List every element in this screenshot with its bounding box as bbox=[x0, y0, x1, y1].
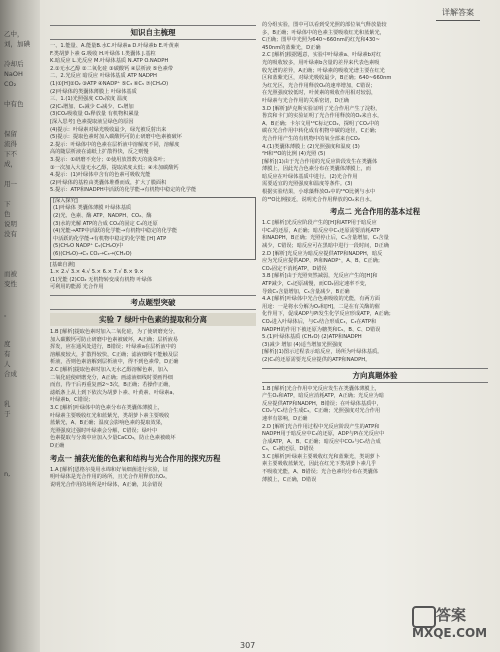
text-line: 450nm的蓝紫光，D正确 bbox=[262, 44, 321, 51]
text-line: 滤纸条上从上到下依次为胡萝卜素、叶黄素、叶绿素a、 bbox=[50, 389, 178, 396]
table-line: (3)水的光解 ATP的合成 CO₂的固定 C₃的还原 bbox=[53, 220, 158, 227]
text-line: 4.提示：(1)叶绿体中含有的色素可吸收光能 bbox=[50, 172, 151, 179]
table-title: [深入探究] bbox=[53, 197, 78, 204]
gutter-text: 冷却后 bbox=[4, 60, 24, 68]
text-line: 和NADPH，B正确；光照停止后，C₃含量增加，C₅含量 bbox=[262, 235, 389, 242]
text-line: 反应提供ATP和NADPH，B错误；在叶绿体基质中， bbox=[262, 400, 382, 407]
text-line: (2)C₃增加、C₅减少 C₃减少、C₅增加 bbox=[50, 103, 134, 110]
keypoint-lines bbox=[50, 467, 256, 490]
gutter-text: 而被 bbox=[4, 270, 17, 278]
text-line: C正确；图甲中光照为640~660nm的红光和430~ bbox=[262, 37, 380, 44]
text-line: (1)光能 (2)CO₂ 无机物转变成有机物 叶绿体 bbox=[50, 276, 153, 283]
text-line: 挥发，应在通风处进行，B错误；叶绿素a在层析液中的 bbox=[50, 344, 177, 351]
text-line: 应为光反应提供ADP、Pi和NADP⁺，A、B、C正确； bbox=[262, 258, 383, 265]
watermark-bottom: MXQE.COM bbox=[412, 626, 488, 640]
text-line: 1.B [解析]光合作用中光反应发生在类囊体薄膜上， bbox=[262, 385, 380, 392]
gutter-text: 刘，加碘 bbox=[4, 40, 30, 48]
text-line: 化作用下，促成ADP与Pi发生化学反应形成ATP，A正确； bbox=[262, 311, 394, 318]
text-line: 一、1.能量、A.能量B.水C.叶绿素a D.叶绿素b E.叶黄素 bbox=[50, 43, 180, 49]
right-lines-a bbox=[262, 22, 488, 204]
text-line: 三、1.(1)光照强度 CO₂浓度 温度 bbox=[50, 96, 128, 103]
text-line: 3.C [解析]叶绿素主要吸收红光和蓝紫光，类胡萝卜 bbox=[262, 453, 381, 460]
orient-banner: 方向真题体验 bbox=[262, 368, 488, 383]
table-line: (4)光能→ATP中活跃的化学能→有机物中稳定的化学能 bbox=[53, 228, 178, 235]
text-line: 4.(1)类囊体薄膜上 (2)光照强度和温度 (3) bbox=[262, 143, 360, 150]
gutter-text: 说明 bbox=[4, 220, 17, 228]
gutter-text: 成， bbox=[4, 160, 17, 168]
text-line: 叶绿素与光合作用的关系密切，D正确 bbox=[262, 97, 349, 104]
section-heading: 知识自主梳理 bbox=[50, 25, 256, 40]
text-line: ²H和¹⁸O的比例 (4)光照 (5) bbox=[262, 151, 326, 158]
text-line: ③一次加入大量无水乙醇，提取浓度太低；④未加碳酸钙 bbox=[50, 164, 179, 171]
experiment-title: 实验 7 绿叶中色素的提取和分离 bbox=[50, 313, 256, 326]
gutter-text: 有 bbox=[4, 350, 11, 358]
watermark bbox=[408, 604, 494, 644]
exam-banner: 考点题型突破 bbox=[50, 295, 256, 310]
text-line: 素主要吸收蓝紫光，因此在红光下类胡萝卜素几乎 bbox=[262, 461, 377, 468]
text-line: C₃，C₃被还原，D错误 bbox=[262, 446, 314, 453]
text-line: 的¹⁸O比例接近，说明光合作用释放的O₂来自水。 bbox=[262, 196, 375, 203]
text-line: CO₂进入叶绿体后，与C₅结合形成C₃，C₃在ATP和 bbox=[262, 318, 377, 325]
text-line: (1)①[H]②O₂ ③ATP ④NADP⁺ ⑤C₃ ⑥C₅ ⑦(CH₂O) bbox=[50, 80, 169, 87]
text-line: 2.D [解析]光合作用过程中光反应阶段产生的ATP和 bbox=[262, 423, 380, 430]
text-line: [基础自测] bbox=[50, 261, 75, 268]
text-line: ATP减少，C₃还原减慢，而CO₂固定速率不变， bbox=[262, 281, 370, 287]
judge-lines bbox=[50, 262, 256, 292]
text-line: 光照强度过强时叶绿素会分解，C错误；绿叶中 bbox=[50, 427, 158, 434]
text-line: (2)叶绿体的基粒由类囊体堆叠而成，扩大了膜面积 bbox=[50, 179, 167, 186]
text-line: [解析](1)图示过程表示暗反应，场所为叶绿体基质。 bbox=[262, 349, 383, 356]
text-line: 2.C [解析]根据题意，实验中叶绿素a、叶绿素b对红 bbox=[262, 52, 382, 59]
text-line: 而直，待干后再重复画2~3次，B正确；若操作正确， bbox=[50, 382, 174, 389]
text-line: 减少，C错误；暗反应可在黑暗中进行一段时间，D正确 bbox=[262, 243, 389, 250]
text-line: 为红光区，光合作用释放O₂的速率增加，C错误； bbox=[262, 82, 376, 89]
text-line: 2.提示：叶绿体中的色素在层析液中溶解度不同，溶解度 bbox=[50, 141, 180, 148]
text-line: 薄膜上，因此光合色素分布在类囊体薄膜上，而 bbox=[262, 166, 371, 173]
text-line: 多，B正确；叶绿体中的色素主要吸收红光和蓝紫光， bbox=[262, 29, 385, 36]
text-line: 2.C [解析]提取色素时加入无水乙醇溶解色素，加入 bbox=[50, 366, 169, 373]
text-line: (2)C₃的还原需要光反应提供的ATP和NADPH。 bbox=[262, 356, 371, 363]
text-line: 5.(1)叶绿体基质 (CH₂O) (2)ATP和NADPH bbox=[262, 334, 362, 341]
text-line: 3.B [解析]由于光照突然减弱，光反应产生的[H]和 bbox=[262, 273, 378, 280]
text-line: (4)提示：叶绿素对绿光吸收最少，绿光被反射出来 bbox=[50, 126, 167, 133]
text-line: (3)CO₂吸收量 O₂释放量 有机物积累量 bbox=[50, 111, 139, 118]
gutter-text: 。 bbox=[4, 310, 11, 318]
text-line: 明叶绿体是光合作用的场所，且光合作用释放出O₂， bbox=[50, 474, 171, 481]
gutter-text: CO₂ bbox=[4, 80, 17, 88]
keypoint-title: 考点一 捕获光能的色素和结构与光合作用的探究历程 bbox=[50, 453, 221, 463]
text-line: F.类胡萝卜素 G.吸收 H.叶绿体 I.类囊体 J.基粒 bbox=[50, 50, 156, 57]
table-line: (2)光、色素、酶 ATP、NADPH、CO₂、酶 bbox=[53, 213, 152, 220]
text-line: 薄膜上，C正确，D错误 bbox=[262, 476, 317, 483]
explore-table bbox=[50, 197, 256, 260]
text-line: 不吸收光能，A、B错误；光合色素均分布在类囊体 bbox=[262, 469, 379, 476]
text-line: (5)提示：提取色素时加入碳酸钙可防止研磨中色素被破坏 bbox=[50, 134, 182, 141]
text-line: 可利用的能源 光合作用 bbox=[50, 284, 104, 291]
header-tab: 详解答案 bbox=[436, 6, 480, 21]
keypoint2-title: 考点二 光合作用的基本过程 bbox=[329, 207, 421, 217]
gutter-text: 人 bbox=[4, 360, 11, 368]
gutter-text: 下 bbox=[4, 200, 11, 208]
table-line: (5)CH₂O NADP⁺ C₅(CH₂O)中 bbox=[53, 243, 124, 250]
text-line: 根据实验结果，小球藻释放O₂中的¹⁸O比例与水中 bbox=[262, 189, 375, 196]
previous-page-edge bbox=[0, 0, 40, 652]
gutter-text: n, bbox=[4, 470, 11, 478]
gutter-text: 下不 bbox=[4, 150, 17, 158]
text-line: 1.A [解析]恩格尔曼用水绵和好氧细菌进行实验，证 bbox=[50, 466, 168, 473]
text-line: 1.B [解析]提取色素时加入二氧化硅，为了使研磨充分， bbox=[50, 329, 179, 335]
text-line: 析液，否则色素溶解到层析液中，得不到色素带，D正确 bbox=[50, 359, 179, 366]
text-line: (3)减少 增加 (4)适当增加光照强度 bbox=[262, 341, 343, 348]
page-number: 307 bbox=[240, 641, 256, 650]
text-line: NADPH的作用下被还原为糖类和C₅，B、C、D错误 bbox=[262, 326, 381, 333]
gutter-text: 色 bbox=[4, 210, 11, 218]
text-line: A、B正确；卡尔文用¹⁴C标记CO₂，探明了CO₂中的 bbox=[262, 120, 380, 127]
gutter-text: 乙中， bbox=[4, 30, 24, 38]
text-line: 二、2.光反应 暗反应 叶绿体基质 ATP NADPH bbox=[50, 73, 157, 80]
gutter-text: 流得 bbox=[4, 140, 17, 148]
gutter-text: 没有 bbox=[4, 230, 17, 238]
right-column bbox=[262, 22, 488, 484]
text-line: 中C₃的还原，A正确；暗反应中C₃还原需要消耗ATP bbox=[262, 227, 380, 234]
table-line: 中活跃的化学能→有机物中稳定的化学能 [H] ATP bbox=[53, 235, 167, 242]
text-line: 2.D [解析]光反应为暗反应提供ATP和NADPH，暗反 bbox=[262, 250, 383, 257]
gutter-text: 保留 bbox=[4, 130, 17, 138]
text-line: 合成ATP，A、B、C正确；暗反应中CO₂与C₅结合成 bbox=[262, 438, 381, 445]
text-line: 2.①无水乙醇 ②二氧化硅 ③碳酸钙 ④层析液 ⑤色素带 bbox=[50, 65, 173, 72]
text-line: 1.× 2.√ 3.× 4.√ 5.× 6.× 7.√ 8.× 9.× bbox=[50, 269, 144, 276]
gutter-text: 度 bbox=[4, 340, 11, 348]
gutter-text: 用一 bbox=[4, 180, 17, 188]
text-line: (2)叶绿体的类囊体薄膜上 叶绿体基质 bbox=[50, 88, 137, 95]
text-line: CO₂与C₅结合生成C₃，C正确；光照强度对光合作用 bbox=[262, 408, 381, 415]
right-lines-b bbox=[262, 220, 488, 364]
text-line: D正确 bbox=[50, 442, 65, 449]
text-line: 暗反应在叶绿体基质中进行。(2)光合作用 bbox=[262, 173, 358, 180]
text-line: NADPH用于暗反应中C₃的还原，ADP与Pi在光反应中 bbox=[262, 431, 385, 438]
text-line: 光的吸收较多，用叶绿素b含量的差异来代表色素吸 bbox=[262, 59, 380, 66]
text-line: 加入碳酸钙可防止研磨中色素被破坏，A正确；层析液易 bbox=[50, 336, 179, 343]
left-column bbox=[50, 22, 256, 489]
text-line: 碳在光合作用中转化成有机物中碳的途径，C正确； bbox=[262, 128, 380, 135]
knowledge-lines bbox=[50, 43, 256, 195]
text-line: 说明光合作用的场所是叶绿体，A正确，其余错误 bbox=[50, 481, 163, 488]
text-line: 鲁宾和卡门的实验证明了光合作用释放的O₂来自水， bbox=[262, 113, 383, 120]
text-line: 3.C [解析]叶绿体中的色素分布在类囊体薄膜上， bbox=[50, 404, 163, 411]
text-line: 1.C [解析]光反应阶段产生的[H]和ATP用于暗反应 bbox=[262, 220, 377, 227]
text-line: 收光谱的差异，A正确；叶绿素的吸收光谱主要在红光 bbox=[262, 67, 385, 74]
text-line: 色素提取与分离中应加入少量CaCO₃，防止色素被破坏 bbox=[50, 435, 176, 442]
gutter-text: 合成 bbox=[4, 370, 17, 378]
text-line: [深入思考] 色素提取液呈绿色的原因 bbox=[50, 118, 134, 125]
text-line: 在光照强度较低时，叶黄素的吸收作用相对较弱， bbox=[262, 90, 377, 97]
text-line: K.暗反应 L.光反应 M.叶绿体基质 N.ATP O.NADPH bbox=[50, 58, 169, 65]
text-line: 蓝紫光，A、B正确；温度会影响色素的提取效果， bbox=[50, 420, 167, 427]
text-line: CO₂固定不消耗ATP，D错误 bbox=[262, 265, 327, 272]
text-line: 溶解度较大，扩散得较快，C正确；滤液细线不能触及层 bbox=[50, 351, 179, 358]
watermark-logo-icon bbox=[412, 606, 436, 628]
text-line: 高的随层析液在滤纸上扩散得快，反之则慢 bbox=[50, 149, 149, 156]
experiment-lines bbox=[50, 329, 256, 451]
text-line: 叶绿素主要吸收红光和蓝紫光，类胡萝卜素主要吸收 bbox=[50, 412, 170, 419]
text-line: 4.A [解析]叶绿体中光合色素吸收的光能，有两方面 bbox=[262, 296, 380, 303]
gutter-text: 乳 bbox=[4, 400, 11, 408]
text-line: 3.D [解析]萨克斯实验证明了光合作用产生了淀粉， bbox=[262, 105, 381, 112]
text-line: 需要适宜的光照强度和温度等条件。(3) bbox=[262, 181, 353, 188]
table-line: (6)(CH₂O)→C₃ CO₂→C₃→(CH₂O) bbox=[53, 251, 132, 258]
text-line: 二氧化硅使研磨充分，A正确；画滤液细线时要画得细 bbox=[50, 374, 173, 381]
gutter-text: 中有色 bbox=[4, 100, 24, 108]
gutter-text: 变性 bbox=[4, 280, 17, 288]
text-line: [解析](1)由于光合作用的光反应阶段发生在类囊体 bbox=[262, 158, 378, 165]
text-line: 3.提示：①研磨不充分；②使用放置数天的菠菜叶； bbox=[50, 156, 169, 163]
gutter-text: NaOH bbox=[4, 70, 23, 78]
text-line: 叶绿素b，C错误； bbox=[50, 397, 94, 404]
text-line: 产生O₂和ATP，暗反应消耗ATP，A正确；光反应为暗 bbox=[262, 393, 384, 400]
text-line: 的分组实验，图中可以看到受光照的部位氧气释放量较 bbox=[262, 22, 387, 28]
watermark-top: 答案 bbox=[436, 606, 467, 624]
text-line: 用途：一是将水分解为O₂和[H]，二是在有关酶的催 bbox=[262, 303, 380, 310]
gutter-text: 于 bbox=[4, 410, 11, 418]
text-line: 区和蓝紫光区，对绿光吸收最少，B正确；640~660nm bbox=[262, 75, 392, 82]
text-line: 速率有影响，D正确 bbox=[262, 415, 308, 422]
text-line: 光合作用产生的有机物中的氧全部来自CO₂ bbox=[262, 135, 360, 142]
right-lines-c bbox=[262, 386, 488, 485]
text-line: 导致C₃含量增加，C₅含量减少，B正确 bbox=[262, 288, 350, 295]
table-line: (1)叶绿体 类囊体薄膜 叶绿体基质 bbox=[53, 205, 132, 212]
text-line: 5.提示：ATP和NADPH中活跃的化学能→有机物中稳定的化学能 bbox=[50, 187, 197, 194]
